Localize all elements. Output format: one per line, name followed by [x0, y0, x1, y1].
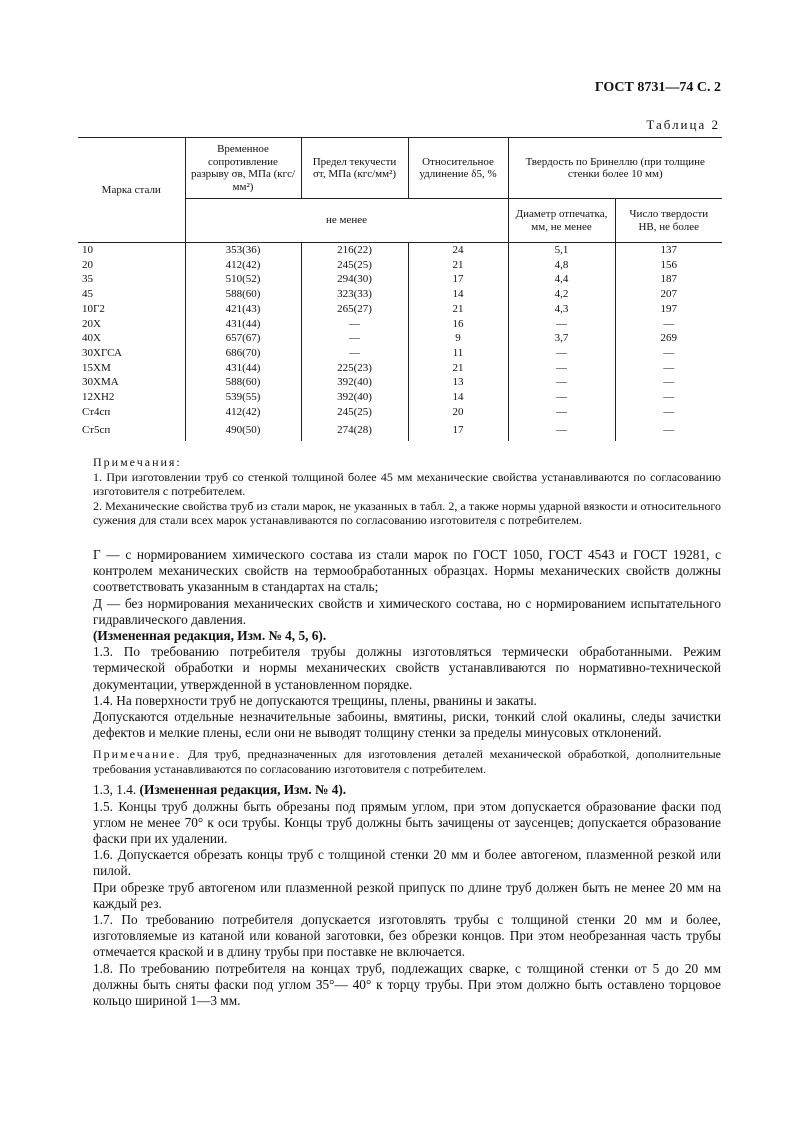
- cell-hb: 187: [615, 272, 722, 287]
- cell-grade: 40Х: [82, 332, 101, 345]
- cell-elongation: 20: [408, 405, 508, 420]
- cell-hb: 156: [615, 258, 722, 273]
- cell-yield: 274(28): [301, 419, 408, 441]
- cell-grade: 20Х: [82, 317, 101, 330]
- table-notes: [93, 455, 721, 528]
- cell-elongation: 17: [408, 419, 508, 441]
- document-body: [93, 547, 721, 1009]
- cell-yield: 294(30): [301, 272, 408, 287]
- paragraph-1-8: 1.8. По требованию потребителя на концах труб, подлежащих сварке, с толщиной стенки от 5 до 20 мм должны быть сняты фаски под углом 35°— 40° к торцу трубы. При этом должно быть оставлено торцовое кольцо шириной 1—3 мм.: [93, 960, 721, 1009]
- cell-hb: 269: [615, 331, 722, 346]
- cell-elongation: 14: [408, 287, 508, 302]
- cell-yield: —: [301, 331, 408, 346]
- mechanical-properties-table: [78, 137, 722, 441]
- cell-hb: —: [615, 346, 722, 361]
- cell-hb: 207: [615, 287, 722, 302]
- paragraph-1-5: 1.5. Концы труб должны быть обрезаны под прямым углом, при этом допускается образование фаски под углом не менее 70° к оси трубы. Концы труб должны быть зачищены от заусенцев; допускается образование фаски при их удалении.: [93, 798, 721, 847]
- paragraph-d: Д — без нормирования механических свойств и химического состава, но с нормированием испытательного гидравлического давления.: [93, 595, 721, 627]
- cell-yield: 392(40): [301, 375, 408, 390]
- cell-diameter: 4,2: [508, 287, 615, 302]
- cell-grade: 15ХМ: [82, 361, 111, 374]
- cell-diameter: 5,1: [508, 243, 615, 258]
- paragraph-1-4: 1.4. На поверхности труб не допускаются трещины, плены, рванины и закаты.: [93, 692, 537, 708]
- cell-yield: 245(25): [301, 405, 408, 420]
- cell-diameter: 4,3: [508, 302, 615, 317]
- cell-grade: Ст4сп: [82, 405, 111, 418]
- cell-grade: 35: [82, 273, 93, 286]
- cell-elongation: 21: [408, 302, 508, 317]
- cell-tensile: 686(70): [185, 346, 301, 361]
- revision-2-text: (Измененная редакция, Изм. № 4).: [139, 782, 347, 798]
- cell-hb: —: [615, 361, 722, 376]
- header-elongation: Относительное удлинение δ5, %: [408, 138, 508, 199]
- cell-yield: 323(33): [301, 287, 408, 302]
- cell-grade: 12ХН2: [82, 390, 115, 403]
- cell-diameter: —: [508, 405, 615, 420]
- cell-elongation: 11: [408, 346, 508, 361]
- table-label: Таблица 2: [646, 117, 720, 132]
- cell-yield: 265(27): [301, 302, 408, 317]
- cell-tensile: 490(50): [185, 419, 301, 441]
- cell-diameter: —: [508, 361, 615, 376]
- table-row: [78, 361, 722, 376]
- cell-elongation: 14: [408, 390, 508, 405]
- header-min: не менее: [185, 199, 508, 243]
- cell-hb: —: [615, 390, 722, 405]
- cell-tensile: 431(44): [185, 316, 301, 331]
- cell-elongation: 21: [408, 361, 508, 376]
- table-row: [78, 302, 722, 317]
- cell-diameter: —: [508, 390, 615, 405]
- header-tensile: Временное сопротивление разрыву σв, МПа (кгс/мм²): [185, 138, 301, 199]
- cell-yield: 216(22): [301, 243, 408, 258]
- header-diameter: Диаметр отпечатка, мм, не менее: [508, 199, 615, 243]
- note-text: Для труб, предназначенных для изготовления деталей механической обработкой, дополнительные требования устанавливаются по согласованию изготовителя с потребителем.: [93, 747, 722, 776]
- cell-hb: —: [615, 405, 722, 420]
- cell-grade: 45: [82, 288, 93, 301]
- cell-yield: 392(40): [301, 390, 408, 405]
- cell-tensile: 539(55): [185, 390, 301, 405]
- revision-note-1: (Измененная редакция, Изм. № 4, 5, 6).: [93, 628, 327, 644]
- note-2: 2. Механические свойства труб из стали марок, не указанных в табл. 2, а также нормы ударной вязкости и относительного сужения для стали всех марок устанавливаются по согласованию изготовителя с потребителем.: [93, 498, 721, 527]
- notes-title: Примечания:: [93, 455, 182, 469]
- table-row: [78, 390, 722, 405]
- paragraph-1-6b: При обрезке труб автогеном или плазменной резкой припуск по длине труб должен быть не менее 20 мм на каждый рез.: [93, 879, 721, 911]
- table-row: [78, 243, 722, 258]
- table-row: [78, 375, 722, 390]
- cell-grade: 10: [82, 244, 93, 257]
- cell-hb: 137: [615, 243, 722, 258]
- revision-2-prefix: 1.3, 1.4.: [93, 782, 137, 798]
- note-paragraph: [93, 747, 721, 776]
- cell-elongation: 13: [408, 375, 508, 390]
- header-yield: Предел текучести σт, МПа (кгс/мм²): [301, 138, 408, 199]
- cell-tensile: 657(67): [185, 331, 301, 346]
- page-header: ГОСТ 8731—74 С. 2: [594, 80, 721, 95]
- cell-hb: —: [615, 419, 722, 441]
- revision-note-2: [93, 782, 721, 798]
- table-row: [78, 405, 722, 420]
- paragraph-1-6: 1.6. Допускается обрезать концы труб с толщиной стенки 20 мм и более автогеном, плазменной резкой или пилой.: [93, 847, 721, 879]
- cell-hb: —: [615, 375, 722, 390]
- cell-tensile: 353(36): [185, 243, 301, 258]
- cell-grade: 20: [82, 258, 93, 271]
- cell-elongation: 17: [408, 272, 508, 287]
- cell-elongation: 16: [408, 316, 508, 331]
- cell-elongation: 24: [408, 243, 508, 258]
- cell-elongation: 21: [408, 258, 508, 273]
- cell-elongation: 9: [408, 331, 508, 346]
- table-row: [78, 316, 722, 331]
- cell-diameter: 4,4: [508, 272, 615, 287]
- note-label: Примечание.: [93, 747, 182, 762]
- cell-diameter: —: [508, 419, 615, 441]
- note-1: 1. При изготовлении труб со стенкой толщиной более 45 мм механические свойства устанавливаются по согласованию изготовителя с потребителем.: [93, 469, 721, 498]
- cell-yield: 225(23): [301, 361, 408, 376]
- table-row: [78, 419, 722, 441]
- cell-hb: —: [615, 316, 722, 331]
- header-hb: Число твердости HB, не более: [615, 199, 722, 243]
- table-row: [78, 346, 722, 361]
- cell-diameter: —: [508, 346, 615, 361]
- cell-diameter: —: [508, 316, 615, 331]
- cell-tensile: 588(60): [185, 287, 301, 302]
- header-grade: Марка стали: [78, 138, 185, 243]
- paragraph-1-3: 1.3. По требованию потребителя трубы должны изготовляться термически обработанными. Режим термической обработки и нормы механических свойств устанавливаются по нормативно-технической документации, утвержденной в установленном порядке.: [93, 644, 721, 692]
- cell-grade: 10Г2: [82, 302, 105, 315]
- cell-diameter: —: [508, 375, 615, 390]
- cell-tensile: 510(52): [185, 272, 301, 287]
- cell-tensile: 412(42): [185, 258, 301, 273]
- paragraph-g: Г — с нормированием химического состава из стали марок по ГОСТ 1050, ГОСТ 4543 и ГОСТ 19281, с контролем механических свойств на термообработанных образцах. Нормы механических свойств должны соответствовать указанным в стандартах на сталь;: [93, 547, 721, 595]
- cell-tensile: 431(44): [185, 361, 301, 376]
- paragraph-1-4b: Допускаются отдельные незначительные забоины, вмятины, риски, тонкий слой окалины, следы зачистки дефектов и мелкие плены, если они не выводят толщину стенки за пределы минусовых отклонений.: [93, 709, 721, 741]
- cell-grade: 30ХМА: [82, 376, 119, 389]
- table-row: [78, 331, 722, 346]
- cell-grade: Ст5сп: [82, 424, 111, 436]
- cell-diameter: 4,8: [508, 258, 615, 273]
- cell-tensile: 421(43): [185, 302, 301, 317]
- table-row: [78, 258, 722, 273]
- cell-yield: —: [301, 316, 408, 331]
- cell-grade: 30ХГСА: [82, 346, 122, 359]
- header-hardness: Твердость по Бринеллю (при толщине стенки более 10 мм): [508, 138, 722, 199]
- paragraph-1-7: 1.7. По требованию потребителя допускается изготовлять трубы с толщиной стенки 20 мм и более, изготовляемые из катаной или кованой заготовки, без обрезки концов. При этом необрезанная часть трубы отмечается краской и в длину трубы при поставке не включается.: [93, 912, 721, 960]
- table-row: [78, 287, 722, 302]
- cell-tensile: 588(60): [185, 375, 301, 390]
- cell-tensile: 412(42): [185, 405, 301, 420]
- cell-yield: 245(25): [301, 258, 408, 273]
- cell-yield: —: [301, 346, 408, 361]
- table-row: [78, 272, 722, 287]
- cell-hb: 197: [615, 302, 722, 317]
- cell-diameter: 3,7: [508, 331, 615, 346]
